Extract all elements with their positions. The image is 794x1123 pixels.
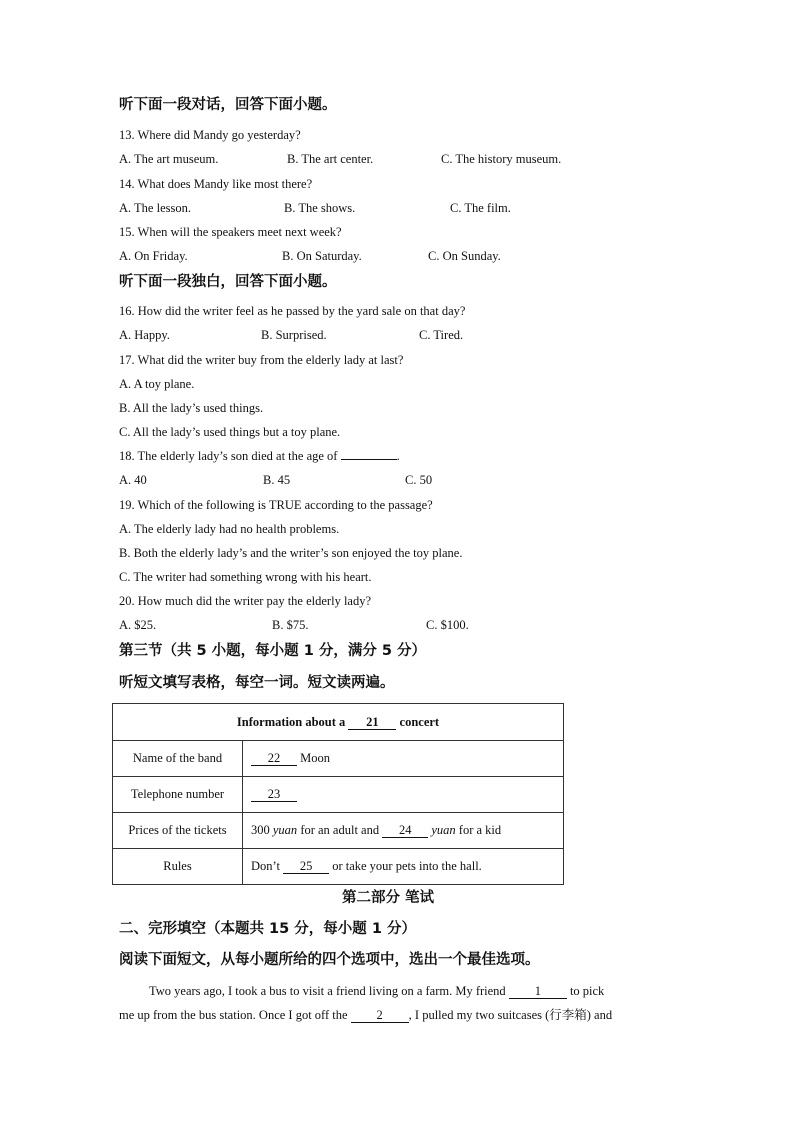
q16-option-a: A. Happy.: [119, 328, 170, 342]
q20-option-c: C. $100.: [426, 618, 469, 632]
row-label-rules: Rules: [113, 849, 243, 885]
q17-option-c: C. All the lady’s used things but a toy plane.: [119, 425, 341, 439]
table-row: [113, 849, 564, 885]
table-row: [113, 741, 564, 777]
cloze-instruction: 阅读下面短文，从每小题所给的四个选项中，选出一个最佳选项。: [119, 952, 540, 968]
concert-info-table: [112, 703, 564, 885]
table-row: [113, 704, 564, 741]
section-heading-monologue: 听下面一段独白，回答下面小题。: [119, 274, 337, 290]
q19-option-b: B. Both the elderly lady’s and the writer’s son enjoyed the toy plane.: [119, 546, 463, 560]
q16-option-b: B. Surprised.: [261, 328, 327, 342]
cloze-heading: 二、完形填空（本题共 15 分，每小题 1 分）: [119, 921, 416, 937]
q20-option-b: B. $75.: [272, 618, 309, 632]
question-13: 13. Where did Mandy go yesterday?: [119, 128, 301, 142]
row-label-phone: Telephone number: [113, 777, 243, 813]
q18-option-c: C. 50: [405, 473, 433, 487]
row-label-band: Name of the band: [113, 741, 243, 777]
blank-1: 1: [509, 984, 567, 999]
q18-option-a: A. 40: [119, 473, 147, 487]
q13-option-b: B. The art center.: [287, 152, 374, 166]
section-heading-dialogue: 听下面一段对话，回答下面小题。: [119, 97, 337, 113]
row-value-phone: [243, 777, 564, 813]
q18-text: 18. The elderly lady’s son died at the age of: [119, 449, 338, 463]
q18-answer-blank: [341, 459, 397, 460]
part2-title: 第二部分 笔试: [342, 890, 435, 906]
question-20: 20. How much did the writer pay the elderly lady?: [119, 594, 372, 608]
row-label-prices: Prices of the tickets: [113, 813, 243, 849]
table-title: Information about a 21 concert: [113, 704, 564, 741]
q15-option-b: B. On Saturday.: [282, 249, 362, 263]
section-instruction-table: 听短文填写表格，每空一词。短文读两遍。: [119, 675, 395, 691]
q17-option-b: B. All the lady’s used things.: [119, 401, 264, 415]
table-row: [113, 777, 564, 813]
q13-option-a: A. The art museum.: [119, 152, 219, 166]
question-15: 15. When will the speakers meet next week?: [119, 225, 342, 239]
question-18: [119, 448, 400, 464]
q19-option-c: C. The writer had something wrong with his heart.: [119, 570, 372, 584]
q20-option-a: A. $25.: [119, 618, 157, 632]
blank-22: 22: [251, 751, 297, 766]
row-value-rules: Don’t 25 or take your pets into the hall.: [243, 849, 564, 885]
passage-line-2: me up from the bus station. Once I got off the 2 , I pulled my two suitcases (行李箱) and: [119, 1008, 613, 1022]
passage-line-1: Two years ago, I took a bus to visit a friend living on a farm. My friend 1 to pick: [149, 984, 605, 998]
question-14: 14. What does Mandy like most there?: [119, 177, 313, 191]
row-value-prices: 300 yuan for an adult and 24 yuan for a kid: [243, 813, 564, 849]
table-row: [113, 813, 564, 849]
q14-option-a: A. The lesson.: [119, 201, 191, 215]
q14-option-b: B. The shows.: [284, 201, 356, 215]
blank-2: 2: [351, 1008, 409, 1023]
question-19: 19. Which of the following is TRUE according to the passage?: [119, 498, 433, 512]
q18-text-end: .: [396, 449, 400, 463]
q18-option-b: B. 45: [263, 473, 291, 487]
q13-option-c: C. The history museum.: [441, 152, 562, 166]
q14-option-c: C. The film.: [450, 201, 511, 215]
question-17: 17. What did the writer buy from the elderly lady at last?: [119, 353, 404, 367]
q17-option-a: A. A toy plane.: [119, 377, 195, 391]
row-value-band: 22 Moon: [243, 741, 564, 777]
q15-option-c: C. On Sunday.: [428, 249, 501, 263]
blank-25: 25: [283, 859, 329, 874]
q19-option-a: A. The elderly lady had no health problems.: [119, 522, 340, 536]
question-16: 16. How did the writer feel as he passed by the yard sale on that day?: [119, 304, 466, 318]
blank-21: 21: [348, 715, 396, 730]
q16-option-c: C. Tired.: [419, 328, 464, 342]
section-heading-part3: 第三节（共 5 小题，每小题 1 分，满分 5 分）: [119, 643, 427, 659]
blank-23: 23: [251, 787, 297, 802]
blank-24: 24: [382, 823, 428, 838]
q15-option-a: A. On Friday.: [119, 249, 188, 263]
